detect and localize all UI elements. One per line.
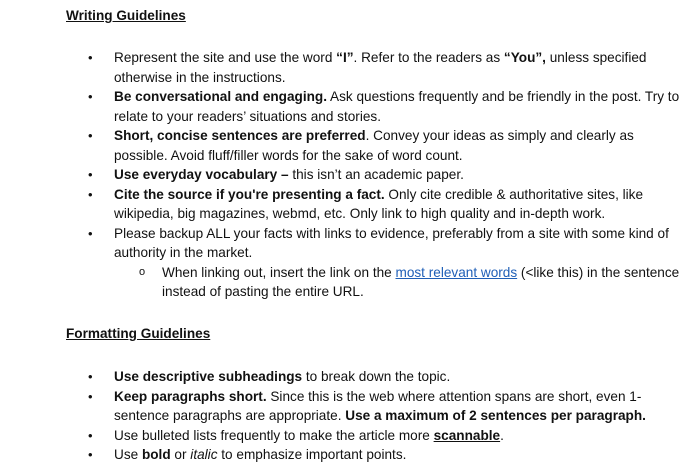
item-text: Ask questions frequently and be friendly in the post. Try to relate to your readers’ situations and stories.	[114, 89, 680, 124]
bullet-icon: •	[88, 369, 93, 384]
item-bold-underlined-text: scannable	[433, 427, 501, 443]
bullet-icon: •	[88, 167, 93, 182]
item-bold-text: Use everyday vocabulary –	[114, 167, 293, 182]
item-text: .	[500, 427, 504, 443]
sub-bullet-icon: o	[139, 265, 146, 278]
item-italic-text: italic	[190, 447, 218, 462]
item-bold-text: Keep paragraphs short.	[114, 388, 267, 404]
bullet-icon: •	[88, 225, 93, 241]
item-text: this isn’t an academic paper.	[292, 167, 464, 182]
item-text: unless specified otherwise in the instructions.	[114, 50, 647, 85]
bullet-icon: •	[88, 427, 93, 443]
list-item	[0, 224, 695, 263]
item-bold-text: Use descriptive subheadings	[114, 369, 303, 384]
formatting-guidelines-heading: Formatting Guidelines	[66, 326, 211, 341]
bullet-icon: •	[88, 50, 93, 65]
bullet-icon: •	[88, 89, 93, 104]
item-text: Use	[114, 447, 142, 462]
list-item	[0, 445, 695, 465]
sub-list-item	[0, 263, 695, 302]
list-item	[0, 387, 695, 426]
item-text: Use bulleted lists frequently to make the article more	[114, 427, 434, 443]
formatting-guidelines-list	[0, 367, 695, 465]
list-item	[0, 165, 695, 185]
item-text: Since this is the web where attention spans are short, even 1-sentence paragraphs are appropriate.	[114, 388, 642, 423]
item-text: to emphasize important points.	[217, 447, 407, 462]
item-text: When linking out, insert the link on the	[162, 264, 396, 280]
item-text: . Convey your ideas as simply and clearly as possible. Avoid fluff/filler words for the sake of word count.	[114, 128, 634, 163]
item-text: to break down the topic.	[302, 369, 451, 384]
bullet-icon: •	[88, 128, 93, 143]
item-bold-text: bold	[141, 447, 171, 462]
item-bold-text: Cite the source if you're presenting a fact.	[114, 186, 385, 202]
list-item	[0, 126, 695, 165]
list-item	[0, 185, 695, 224]
item-bold-text: “You”,	[503, 50, 546, 65]
list-item	[0, 48, 695, 87]
item-bold-text: Be conversational and engaging.	[114, 89, 328, 104]
most-relevant-words-link[interactable]: most relevant words	[395, 264, 518, 280]
item-text: . Refer to the readers as	[353, 50, 504, 65]
list-item	[0, 367, 695, 387]
item-text: (<like this) in the sentence instead of pasting the entire URL.	[162, 264, 680, 299]
item-text: Please backup ALL your facts with links to evidence, preferably from a site with some kind of authority in the market.	[114, 225, 669, 260]
writing-guidelines-heading: Writing Guidelines	[66, 8, 186, 23]
item-bold-text: Short, concise sentences are preferred	[114, 128, 366, 143]
bullet-icon: •	[88, 186, 93, 202]
item-bold-text: Use a maximum of 2 sentences per paragraph.	[345, 408, 646, 423]
item-text: Only cite credible & authoritative sites, like wikipedia, big magazines, webmd, etc. Only link to high quality and in-depth work.	[114, 186, 644, 221]
item-bold-text: “I”	[336, 50, 354, 65]
list-item	[0, 87, 695, 126]
writing-guidelines-list	[0, 48, 695, 302]
bullet-icon: •	[88, 388, 93, 404]
bullet-icon: •	[88, 447, 93, 462]
item-text: Represent the site and use the word	[114, 50, 337, 65]
item-text: or	[170, 447, 191, 462]
list-item	[0, 426, 695, 446]
